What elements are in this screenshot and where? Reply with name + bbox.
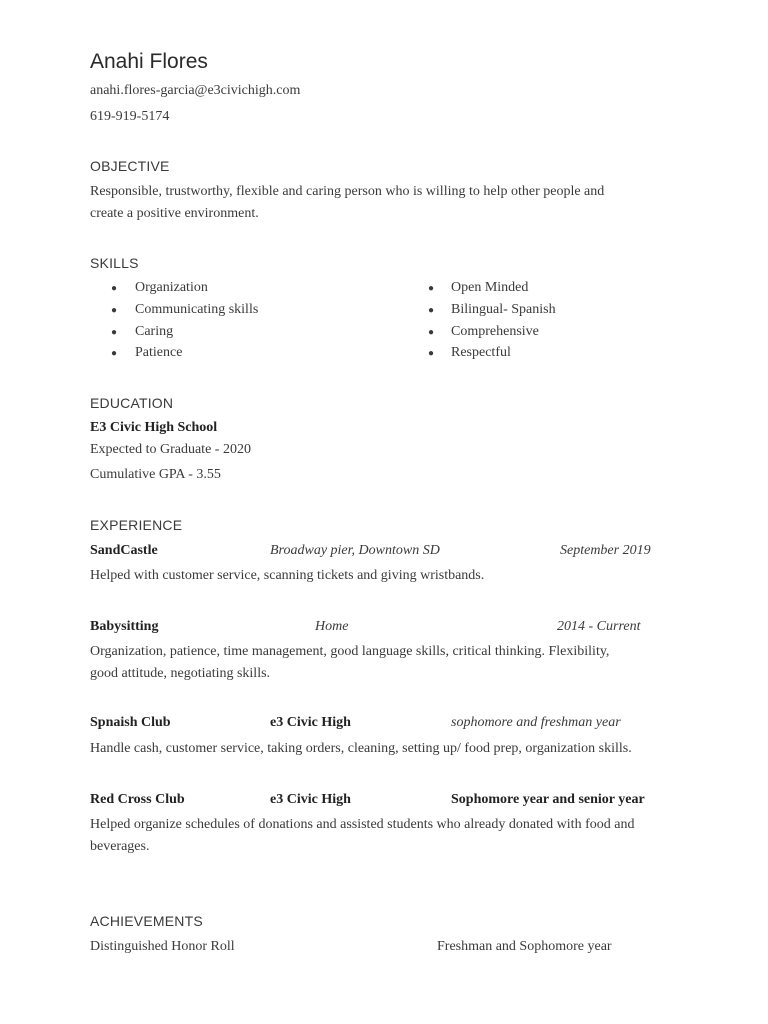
resume-name: Anahi Flores	[90, 50, 208, 73]
experience-title: SandCastle	[90, 543, 158, 558]
objective-line-1: Responsible, trustworthy, flexible and caring person who is willing to help other people and	[90, 184, 605, 199]
experience-desc: beverages.	[90, 839, 150, 854]
objective-line-2: create a positive environment.	[90, 206, 259, 221]
experience-place: Home	[315, 619, 349, 634]
skill-bullet: ●	[111, 283, 118, 294]
education-heading: EDUCATION	[90, 395, 174, 411]
experience-place: Broadway pier, Downtown SD	[270, 543, 440, 558]
skill-item: Caring	[135, 324, 174, 339]
experience-desc: Helped with customer service, scanning tickets and giving wristbands.	[90, 568, 485, 583]
skill-item: Organization	[135, 280, 208, 295]
skill-bullet: ●	[111, 327, 118, 338]
gpa-text: Cumulative GPA - 3.55	[90, 467, 221, 482]
achievements-heading: ACHIEVEMENTS	[90, 913, 203, 929]
skill-bullet: ●	[428, 327, 435, 338]
experience-date: 2014 - Current	[557, 619, 641, 634]
experience-desc: good attitude, negotiating skills.	[90, 666, 271, 681]
experience-place: e3 Civic High	[270, 715, 351, 730]
experience-date: September 2019	[560, 543, 651, 558]
skill-bullet: ●	[111, 305, 118, 316]
objective-heading: OBJECTIVE	[90, 158, 170, 174]
experience-desc: Organization, patience, time management, good language skills, critical thinking. Flexibility,	[90, 644, 610, 659]
experience-title: Babysitting	[90, 619, 159, 634]
skill-item: Open Minded	[451, 280, 529, 295]
experience-heading: EXPERIENCE	[90, 517, 183, 533]
skills-heading: SKILLS	[90, 255, 139, 271]
skill-item: Communicating skills	[135, 302, 259, 317]
skill-bullet: ●	[428, 305, 435, 316]
achievement-item: Distinguished Honor Roll	[90, 939, 235, 954]
skill-item: Patience	[135, 345, 183, 360]
skill-bullet: ●	[428, 348, 435, 359]
skill-item: Respectful	[451, 345, 511, 360]
experience-title: Spnaish Club	[90, 715, 171, 730]
graduation-text: Expected to Graduate - 2020	[90, 442, 251, 457]
experience-place: e3 Civic High	[270, 792, 351, 807]
phone-text: 619-919-5174	[90, 109, 170, 124]
experience-title: Red Cross Club	[90, 792, 185, 807]
experience-desc: Handle cash, customer service, taking orders, cleaning, setting up/ food prep, organization skills.	[90, 741, 632, 756]
experience-desc: Helped organize schedules of donations and assisted students who already donated with food and	[90, 817, 635, 832]
experience-date: Sophomore year and senior year	[451, 792, 645, 807]
skill-item: Bilingual- Spanish	[451, 302, 556, 317]
school-name: E3 Civic High School	[90, 420, 218, 435]
achievement-years: Freshman and Sophomore year	[437, 939, 612, 954]
skill-item: Comprehensive	[451, 324, 539, 339]
skill-bullet: ●	[111, 348, 118, 359]
skill-bullet: ●	[428, 283, 435, 294]
email-text: anahi.flores-garcia@e3civichigh.com	[90, 83, 301, 98]
experience-date: sophomore and freshman year	[451, 715, 621, 730]
